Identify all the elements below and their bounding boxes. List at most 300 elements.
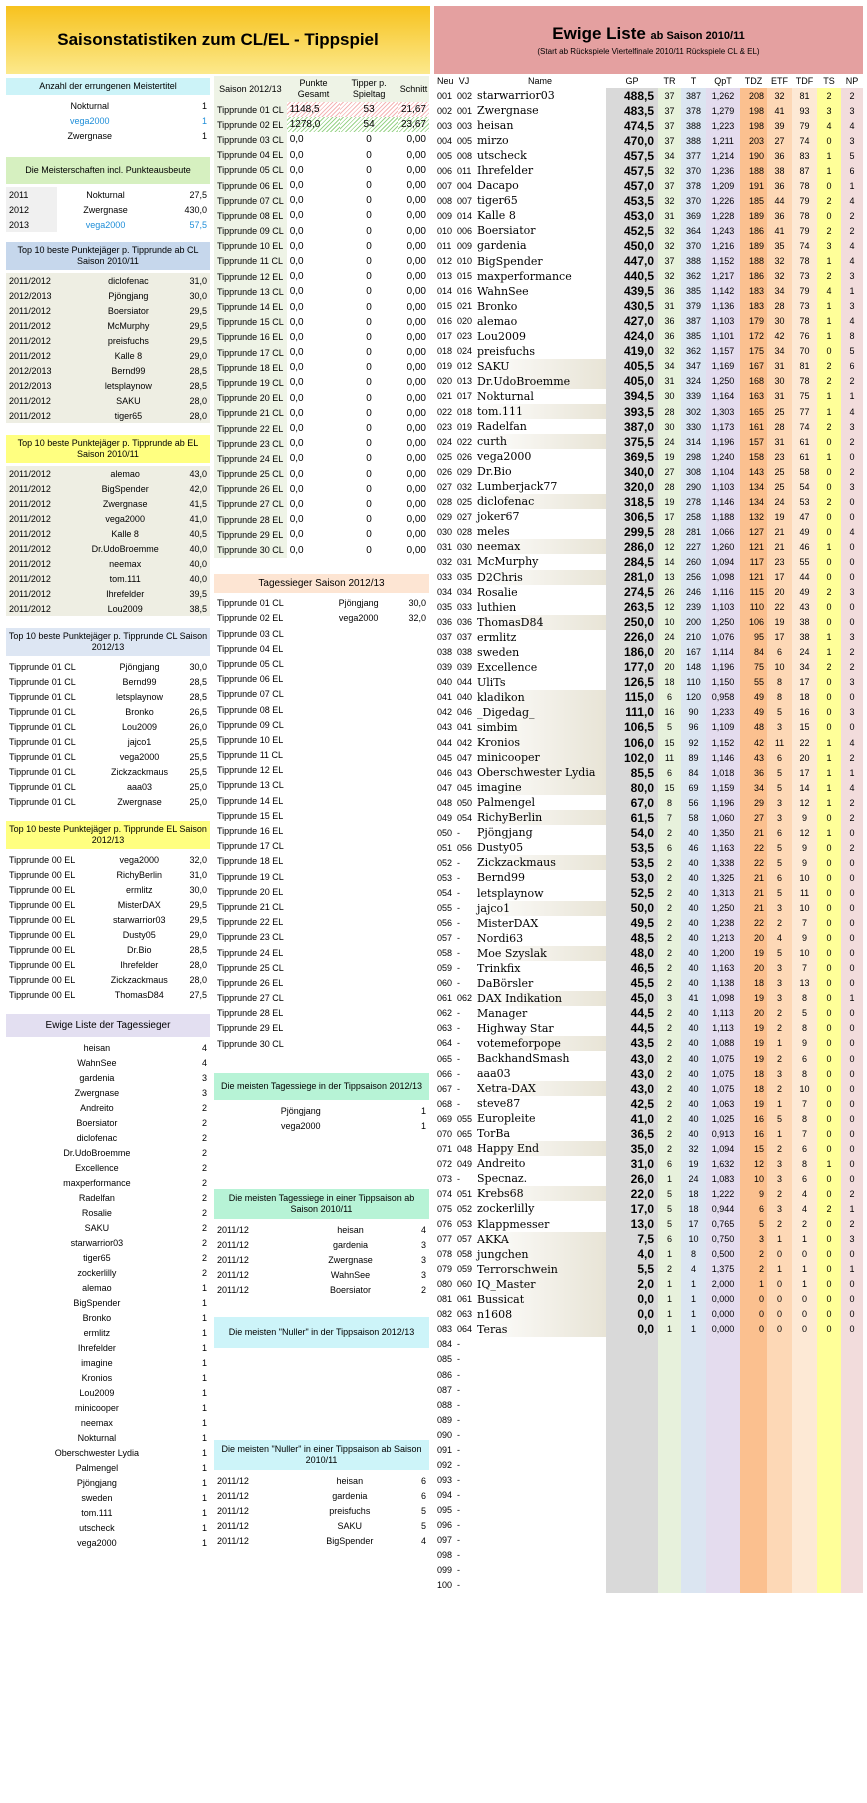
season-points: 1148,5 (287, 102, 340, 117)
tagessieger-count: 2 (201, 1267, 207, 1278)
ewige-tdf: 93 (799, 105, 810, 116)
ewige-np: 6 (849, 361, 855, 372)
ewige-tr: 15 (664, 737, 675, 748)
season-round: Tipprunde 21 CL (214, 406, 287, 421)
ewige-neu: 071 (437, 1143, 453, 1154)
ewige-gp (606, 1533, 658, 1548)
ewige-tdf: 73 (799, 271, 810, 282)
ranking-period: 2011/2012 (6, 408, 85, 423)
tagessieger-winner (324, 975, 394, 990)
ewige-tdf: 10 (799, 948, 810, 959)
ranking-period: Tipprunde 01 CL (6, 794, 99, 809)
h-tipper: Tipper p. Spieltag (351, 78, 387, 99)
ewige-neu: 025 (437, 451, 453, 462)
ewige-qpt: 1,243 (711, 225, 735, 236)
tagessieger-count-row (6, 1040, 210, 1055)
season-row (214, 299, 429, 314)
tagessieger-round: Tipprunde 25 CL (217, 962, 284, 973)
ewige-name: Lou2009 (477, 329, 527, 343)
ewige-gp: 281,0 (623, 570, 654, 585)
ewige-tdz: 183 (748, 301, 764, 312)
ewige-vj: - (457, 1399, 460, 1410)
ewige-qpt: 1,163 (711, 963, 735, 974)
ewige-np: 2 (849, 647, 855, 658)
ewige-vj: 006 (457, 225, 473, 236)
ranking-row (6, 333, 210, 348)
tagessieger-count-row (6, 1265, 210, 1280)
record-count: 5 (420, 1520, 426, 1531)
ewige-ts: 0 (826, 888, 832, 898)
ewige-liste-header (434, 6, 863, 74)
ranking-row (6, 927, 210, 942)
ewige-gp: 177,0 (623, 660, 654, 675)
ewige-etf: 35 (774, 240, 785, 251)
season-record-row (214, 1282, 429, 1297)
ewige-tdz: 2 (758, 1264, 764, 1275)
ewige-name: McMurphy (477, 555, 539, 569)
tagessieger-count: 1 (201, 1342, 207, 1353)
meisterschaft-year: 2011 (6, 187, 57, 202)
ewige-ts (817, 1548, 841, 1563)
ewige-ts (817, 1578, 841, 1593)
ewige-etf: 2 (776, 1053, 782, 1064)
ewige-np: 0 (849, 903, 855, 914)
ewige-tdz: 188 (748, 256, 764, 267)
ewige-tdf: 0 (801, 1324, 807, 1335)
ewige-neu: 002 (437, 105, 453, 116)
ewige-row (434, 329, 863, 344)
season-avg: 21,67 (398, 102, 429, 117)
ranking-points: 25,0 (180, 779, 210, 794)
season-row (214, 224, 429, 239)
tagessieger-name: zockerlilly (77, 1267, 117, 1278)
ewige-t: 18 (688, 1203, 699, 1214)
ewige-t: 1 (690, 1279, 696, 1290)
tagessieger-name: neemax (80, 1417, 113, 1428)
ewige-vj: - (457, 1098, 460, 1109)
ewige-row (434, 1563, 863, 1578)
tagessieger-name: WahnSee (77, 1057, 117, 1068)
ranking-points: 31,0 (172, 273, 210, 288)
ewige-neu: 063 (437, 1023, 453, 1034)
ewige-tdz: 20 (753, 963, 764, 974)
tagessieger-count-row (6, 1130, 210, 1145)
ewige-tdz: 161 (748, 421, 764, 432)
ewige-qpt (706, 1533, 740, 1548)
ewige-t: 339 (685, 391, 702, 402)
tagessieger-name: maxperformance (63, 1177, 131, 1188)
ranking-name: vega2000 (99, 749, 180, 764)
ewige-name: UliTs (477, 675, 506, 689)
ewige-name: Trinkfix (477, 961, 521, 975)
ewige-tdf (792, 1487, 817, 1502)
tagessieger-round: Tipprunde 29 EL (217, 1023, 284, 1034)
ewige-tdz: 185 (748, 195, 764, 206)
ewige-etf: 8 (776, 692, 782, 703)
ewige-vj: 042 (457, 737, 473, 748)
ewige-tdz: 49 (753, 707, 764, 718)
season-avg: 0,00 (406, 210, 426, 222)
tagessieger-name: Palmengel (75, 1462, 119, 1473)
season-points: 0,0 (289, 438, 304, 450)
ewige-header-cell: NP (845, 76, 859, 86)
ewige-tr: 2 (666, 1068, 672, 1079)
season-points: 0,0 (289, 407, 304, 419)
season-row (214, 163, 429, 178)
ewige-qpt: 1,200 (711, 948, 735, 959)
ewige-np: 0 (849, 1158, 855, 1169)
ewige-row (434, 1096, 863, 1111)
tagessieger-name: Zwergnase (74, 1087, 120, 1098)
season-row (214, 239, 429, 254)
ewige-tdf: 79 (799, 120, 810, 131)
ewige-t (681, 1533, 706, 1548)
ewige-neu: 100 (437, 1580, 453, 1591)
ewige-tdz (740, 1412, 767, 1427)
ewige-t: 281 (685, 526, 702, 537)
ewige-gp: 369,5 (623, 449, 654, 464)
ewige-gp: 52,5 (630, 886, 654, 900)
ewige-neu: 049 (437, 812, 453, 823)
season-tipper: 0 (366, 498, 372, 510)
ewige-np: 1 (849, 1203, 855, 1214)
ewige-np: 2 (849, 1219, 855, 1230)
tagessieger-count: 1 (201, 1357, 207, 1368)
ewige-ts: 0 (826, 1083, 832, 1094)
tagessieger-row (214, 945, 429, 960)
ewige-etf: 2 (776, 1008, 782, 1019)
ranking-row (6, 704, 210, 719)
ewige-etf: 11 (774, 737, 785, 748)
tagessieger-count-row (6, 1250, 210, 1265)
ewige-tdz: 6 (758, 1203, 764, 1214)
ewige-row (434, 539, 863, 554)
season-tipper: 0 (366, 423, 372, 435)
ranking-points: 32,0 (180, 852, 210, 867)
ewige-tdz: 167 (748, 361, 764, 372)
tagessieger-count-row (6, 1100, 210, 1115)
ranking-period: Tipprunde 01 CL (6, 704, 99, 719)
ranking-period: Tipprunde 01 CL (6, 719, 99, 734)
ewige-tr (658, 1442, 681, 1457)
ewige-gp: 457,5 (623, 148, 654, 163)
ewige-vj: - (457, 857, 460, 868)
h-saison: Saison 2012/13 (219, 83, 282, 94)
ewige-np: 0 (849, 857, 855, 868)
ewige-gp: 405,0 (623, 374, 654, 389)
ewige-ts: 0 (826, 436, 832, 447)
ewige-qpt: 0,000 (711, 1324, 735, 1335)
tagessieger-count: 1 (201, 1387, 207, 1398)
season-avg: 0,00 (406, 331, 426, 343)
season-round: Tipprunde 15 CL (214, 315, 287, 330)
ewige-tdz: 186 (748, 225, 764, 236)
ewige-qpt (706, 1382, 740, 1397)
ewige-qpt: 1,338 (711, 857, 735, 868)
ewige-qpt: 1,116 (712, 587, 734, 598)
ewige-np: 4 (849, 240, 855, 251)
ewige-np: 4 (849, 120, 855, 131)
ranking-row (6, 794, 210, 809)
ewige-t (681, 1548, 706, 1563)
ewige-name: IQ_Master (474, 1277, 606, 1292)
ewige-name (474, 1533, 606, 1548)
ewige-name: gardenia (477, 239, 527, 253)
tagessieger-winner: Pjöngjang (338, 598, 379, 609)
ewige-np (841, 1382, 863, 1397)
ewige-np: 2 (849, 210, 855, 221)
ranking-points: 40,0 (177, 571, 210, 586)
ewige-vj: 058 (457, 1249, 473, 1260)
ewige-tdz: 43 (753, 752, 764, 763)
season-avg: 0,00 (406, 180, 426, 192)
ranking-name: Pjöngjang (85, 288, 171, 303)
ewige-gp: 470,0 (623, 133, 654, 148)
season-tipper: 0 (366, 468, 372, 480)
ranking-period: Tipprunde 00 EL (6, 987, 99, 1002)
ewige-etf (767, 1427, 792, 1442)
ewige-row (434, 1548, 863, 1563)
ewige-t: 40 (688, 948, 699, 959)
ewige-row (434, 1277, 863, 1292)
ewige-np: 4 (849, 782, 855, 793)
tagessieger-round: Tipprunde 18 EL (217, 856, 284, 867)
tagessieger-count-row (6, 1475, 210, 1490)
ewige-neu: 038 (437, 647, 453, 658)
ewige-vj: - (457, 827, 460, 838)
ewige-name (474, 1442, 606, 1457)
record-season: 2011/12 (217, 1254, 249, 1265)
ewige-t: 40 (688, 1053, 699, 1064)
ewige-qpt: 1,113 (712, 1008, 734, 1019)
ranking-name: letsplaynow (99, 689, 180, 704)
ewige-tdz: 22 (753, 842, 764, 853)
ewige-header-cell: TDF (795, 76, 814, 86)
ewige-qpt: 1,303 (711, 406, 735, 417)
ewige-ts (817, 1533, 841, 1548)
ewige-gp: 457,0 (623, 178, 654, 193)
ewige-tdf: 9 (801, 842, 807, 853)
ranking-row (6, 303, 210, 318)
ewige-tr: 2 (666, 948, 672, 959)
ewige-qpt: 1,233 (711, 707, 735, 718)
ewige-qpt: 1,240 (711, 451, 735, 462)
ewige-ts: 1 (826, 782, 832, 793)
ewige-ts (817, 1352, 841, 1367)
ewige-tr (658, 1502, 681, 1517)
ewige-etf: 27 (774, 135, 785, 146)
ewige-tdf (792, 1457, 817, 1472)
ewige-tr: 1 (666, 1294, 672, 1305)
season-row (214, 269, 429, 284)
ewige-row (434, 524, 863, 539)
ranking-points: 29,5 (180, 897, 210, 912)
ewige-tr: 2 (666, 1143, 672, 1154)
ewige-etf: 1 (776, 1264, 782, 1275)
ewige-neu: 040 (437, 677, 453, 688)
tagessieger-count-row (6, 1115, 210, 1130)
tagessieger-table (214, 596, 429, 1052)
season-avg: 0,00 (406, 134, 426, 146)
ewige-row (434, 314, 863, 329)
tagessieger-row (214, 991, 429, 1006)
ewige-t (681, 1457, 706, 1472)
ewige-tr: 19 (664, 451, 675, 462)
ewige-tr: 17 (664, 511, 675, 522)
ewige-np: 3 (849, 677, 855, 688)
ewige-t: 40 (688, 903, 699, 914)
tagessieger-row (214, 1021, 429, 1036)
ewige-qpt (706, 1397, 740, 1412)
ewige-t: 18 (688, 1188, 699, 1199)
ewige-np: 0 (849, 692, 855, 703)
ewige-gp: 320,0 (623, 479, 654, 494)
ewige-t: 19 (688, 1158, 699, 1169)
ewige-tdz: 189 (748, 210, 764, 221)
ranking-period: 2011/2012 (6, 601, 74, 616)
season-tipper: 53 (340, 102, 398, 117)
ewige-tdf: 77 (799, 406, 810, 417)
ewige-qpt: 1,076 (711, 632, 735, 643)
ewige-row (434, 705, 863, 720)
ewige-gp: 306,5 (623, 509, 654, 524)
ewige-gp (606, 1352, 658, 1367)
ewige-gp: 457,5 (623, 163, 654, 178)
ewige-row (434, 1201, 863, 1216)
ewige-neu: 023 (437, 421, 453, 432)
ewige-tr: 32 (664, 346, 675, 357)
ewige-tdz: 55 (753, 677, 764, 688)
ewige-ts: 1 (826, 406, 832, 417)
top10-el-all-title: Top 10 beste Punktejäger p. Tipprunde ab EL Saison 2010/11 (6, 435, 210, 463)
ewige-neu: 089 (437, 1414, 453, 1425)
ewige-tdf: 78 (799, 316, 810, 327)
ewige-gp (606, 1442, 658, 1457)
ewige-t: 89 (688, 752, 699, 763)
ewige-tdf: 1 (801, 1279, 807, 1290)
season-tipper: 0 (366, 301, 372, 313)
ewige-ts: 0 (826, 1173, 832, 1184)
ewige-name: ThomasD84 (474, 615, 606, 630)
ewige-header-cell: TR (663, 76, 676, 86)
ewige-t (681, 1502, 706, 1517)
tagessieger-row (214, 823, 429, 838)
ewige-qpt: 1,169 (711, 361, 735, 372)
ewige-row (434, 600, 863, 615)
ranking-points: 30,0 (180, 882, 210, 897)
ewige-t: 40 (688, 1083, 699, 1094)
ewige-tdf (792, 1548, 817, 1563)
ewige-tdf: 7 (801, 918, 807, 929)
ewige-name: _Digedag_ (474, 705, 606, 720)
ewige-tdf: 10 (799, 1083, 810, 1094)
ranking-period: 2011/2012 (6, 541, 74, 556)
ranking-name: aaa03 (99, 779, 180, 794)
ewige-neu: 024 (437, 436, 453, 447)
ewige-tdz: 190 (748, 150, 764, 161)
ewige-ts: 2 (826, 587, 832, 598)
ewige-tdz: 20 (753, 933, 764, 944)
ewige-row (434, 88, 863, 103)
record-count: 2 (420, 1284, 426, 1295)
ewige-tr: 18 (664, 677, 675, 688)
ewige-gp: 17,0 (630, 1201, 654, 1216)
ewige-name: vega2000 (477, 450, 532, 464)
ewige-np: 0 (849, 451, 855, 462)
tagessieger-points (393, 748, 429, 763)
ewige-name: Radelfan (477, 420, 527, 434)
ewige-tdf: 1 (801, 1234, 807, 1245)
ewige-qpt: 1,094 (711, 556, 735, 567)
ewige-neu: 016 (437, 316, 453, 327)
ranking-row (6, 408, 210, 423)
ewige-row (434, 208, 863, 223)
tagessieger-name: Bronko (82, 1312, 112, 1323)
ewige-qpt: 1,142 (711, 286, 735, 297)
ranking-row (6, 496, 210, 511)
season-tipper: 0 (366, 453, 372, 465)
ranking-points: 28,0 (180, 972, 210, 987)
season-row (214, 315, 429, 330)
ewige-tdf: 79 (799, 286, 810, 297)
ewige-gp: 36,5 (630, 1126, 654, 1141)
ewige-vj: 065 (457, 1128, 473, 1139)
ranking-name: Bernd99 (85, 363, 171, 378)
ewige-np (841, 1367, 863, 1382)
ewige-gp: 46,5 (630, 961, 654, 976)
record-season: 2011/12 (217, 1520, 249, 1531)
season-round: Tipprunde 25 CL (214, 467, 287, 482)
ewige-etf: 31 (774, 436, 785, 447)
ewige-t (681, 1337, 706, 1352)
season-avg: 0,00 (406, 255, 426, 267)
ewige-qpt: 0,958 (711, 692, 735, 703)
ewige-name: Dusty05 (477, 841, 524, 855)
ewige-tdf: 79 (799, 225, 810, 236)
ewige-tdf: 0 (801, 1249, 807, 1260)
ewige-tdz: 19 (753, 1098, 764, 1109)
tagessieger-round: Tipprunde 22 EL (217, 917, 284, 928)
ranking-points: 41,0 (177, 511, 210, 526)
meiste-tagessiege-row (214, 1118, 429, 1133)
ewige-qpt: 0,750 (711, 1234, 735, 1245)
ewige-liste-title-small: ab Saison 2010/11 (650, 30, 745, 42)
season-points: 0,0 (289, 423, 304, 435)
ewige-etf: 30 (774, 376, 785, 387)
ranking-row (6, 526, 210, 541)
ewige-qpt (706, 1427, 740, 1442)
ewige-tr: 31 (664, 210, 675, 221)
ewige-etf: 3 (776, 903, 782, 914)
tagessieger-points (393, 960, 429, 975)
season-round: Tipprunde 08 EL (214, 208, 287, 223)
ewige-name: Bernd99 (477, 871, 525, 885)
season-round: Tipprunde 06 EL (214, 178, 287, 193)
season-row (214, 406, 429, 421)
ewige-name: steve87 (477, 1097, 521, 1111)
ewige-t: 58 (688, 812, 699, 823)
ewige-t: 246 (685, 587, 702, 598)
ewige-vj: 038 (457, 647, 473, 658)
ewige-np: 0 (849, 963, 855, 974)
ewige-neu: 009 (437, 210, 453, 221)
season-row (214, 436, 429, 451)
ewige-qpt: 1,018 (711, 767, 735, 778)
ewige-vj: 020 (457, 316, 473, 327)
ewige-tdz: 165 (748, 406, 764, 417)
ewige-tr: 30 (664, 391, 675, 402)
ewige-neu: 077 (437, 1234, 453, 1245)
